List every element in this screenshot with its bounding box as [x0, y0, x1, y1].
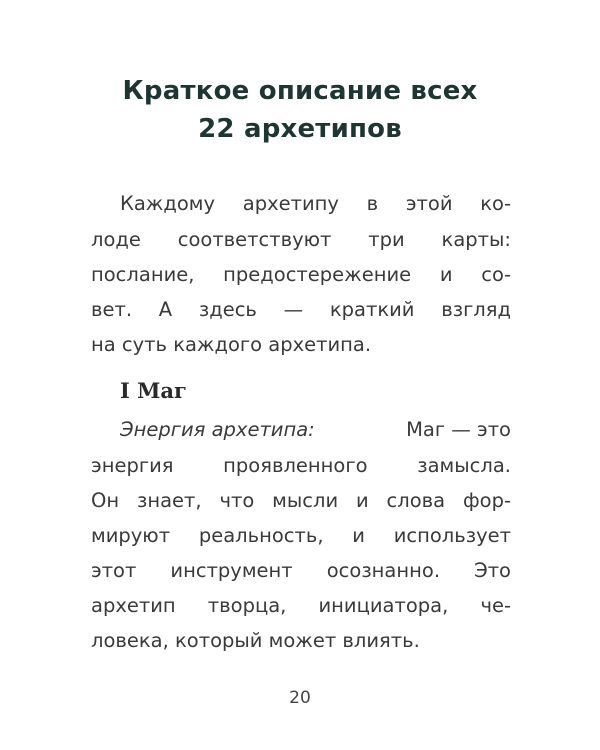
page-title-line-2: 22 архетипов: [198, 114, 402, 144]
section-line-7: ловека, который может влиять.: [91, 629, 420, 652]
page-number: 20: [289, 688, 311, 708]
page-title-line-1: Краткое описание всех: [122, 76, 478, 106]
intro-line-2: лоде соответствуют три карты:: [91, 228, 511, 251]
energy-first-line-rest: Маг — это: [406, 418, 511, 441]
section-line-2: энергия проявленного замысла.: [91, 454, 511, 477]
intro-line-3: послание, предостережение и со-: [91, 263, 511, 286]
intro-line-5: на суть каждого архетипа.: [91, 333, 372, 356]
section-line-6: архетип творца, инициатора, че-: [91, 594, 511, 617]
section-line-4: мируют реальность, и использует: [91, 524, 511, 547]
section-line-1: [120, 418, 511, 442]
section-line-3: Он знает, что мысли и слова фор-: [91, 489, 511, 512]
intro-line-1: Каждому архетипу в этой ко-: [120, 192, 511, 215]
section-heading: I Маг: [120, 378, 187, 403]
section-line-5: этот инструмент осознанно. Это: [91, 559, 511, 582]
energy-label: Энергия архетипа:: [120, 418, 315, 441]
intro-line-4: вет. А здесь — краткий взгляд: [91, 298, 511, 321]
